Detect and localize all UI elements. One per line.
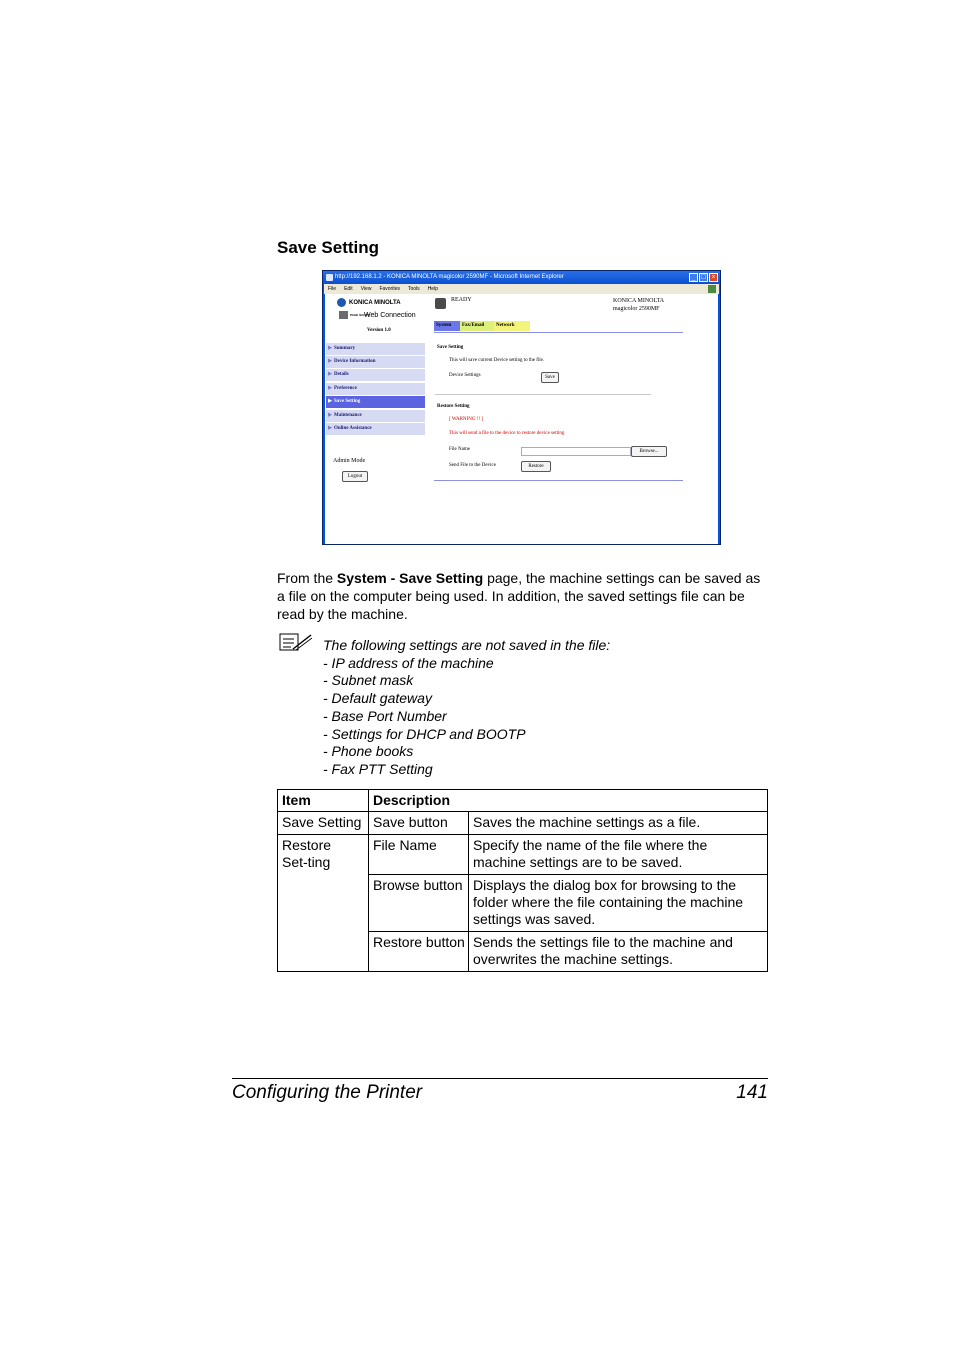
printer-status-icon	[435, 298, 446, 309]
menu-edit[interactable]: Edit	[344, 286, 353, 292]
header-description: Description	[369, 790, 768, 812]
ie-icon	[326, 274, 333, 281]
arrow-icon: ▶	[328, 413, 332, 418]
sidebar-item-online-assistance[interactable]: ▶ Online Assistance	[326, 423, 425, 435]
page-number: 141	[736, 1082, 768, 1103]
tab-system[interactable]: System	[434, 321, 461, 331]
admin-mode-label: Admin Mode	[333, 458, 366, 464]
cell-sub: File Name	[369, 835, 469, 875]
sidebar-item-preference[interactable]: ▶ Preference	[326, 383, 425, 395]
menu-file[interactable]: File	[328, 286, 337, 292]
menubar	[324, 284, 719, 294]
tab-underline	[434, 332, 683, 333]
logout-button[interactable]: Logout	[342, 471, 368, 482]
sidebar-item-save-setting[interactable]: ▶ Save Setting	[326, 396, 425, 408]
cell-sub: Save button	[369, 812, 469, 835]
restore-button[interactable]: Restore	[521, 461, 551, 472]
device-settings-label: Device Settings	[449, 373, 481, 378]
sidebar-item-summary[interactable]: ▶ Summary	[326, 343, 425, 355]
cell-desc: Sends the settings file to the machine and overwrites the machine settings.	[469, 932, 768, 972]
arrow-icon: ▶	[328, 426, 332, 431]
note-item: - Default gateway	[323, 690, 432, 707]
table-row	[278, 835, 768, 875]
content-bottom-line	[434, 480, 683, 481]
cell-sub: Restore button	[369, 932, 469, 972]
warning-description: This will send a file to the device to restore device setting	[449, 431, 565, 436]
footer-rule	[232, 1078, 768, 1079]
maximize-icon[interactable]: □	[699, 273, 708, 282]
sidebar-item-details[interactable]: ▶ Details	[326, 369, 425, 381]
windows-flag-icon	[708, 285, 716, 293]
sidebar-item-maintenance[interactable]: ▶ Maintenance	[326, 410, 425, 422]
menu-tools[interactable]: Tools	[408, 286, 420, 292]
cell-desc: Displays the dialog box for browsing to the folder where the file containing the machine settings was saved.	[469, 875, 768, 932]
menu-favorites[interactable]: Favorites	[379, 286, 400, 292]
cell-item: Restore Set-ting	[278, 835, 369, 972]
browse-button[interactable]: Browse...	[631, 446, 667, 457]
note-item: - IP address of the machine	[323, 654, 494, 671]
arrow-icon: ▶	[328, 372, 332, 377]
intro-paragraph: From the System - Save Setting page, the machine settings can be saved as a file on the computer being used. In addition, the saved settings file can be read by the machine.	[277, 570, 761, 622]
note-item: - Settings for DHCP and BOOTP	[323, 725, 526, 742]
section-heading: Save Setting	[277, 238, 380, 257]
model-info: KONICA MINOLTA magicolor 2590MF	[613, 298, 665, 312]
send-file-label: Send File to the Device	[449, 463, 496, 468]
close-icon[interactable]: ×	[709, 273, 718, 282]
arrow-icon: ▶	[328, 346, 332, 351]
divider	[435, 394, 651, 395]
table-header-row	[278, 790, 768, 812]
note-item: - Fax PTT Setting	[323, 760, 433, 777]
note-list	[323, 637, 610, 779]
note-item: - Phone books	[323, 743, 414, 760]
note-item: - Subnet mask	[323, 672, 414, 689]
table-row	[278, 812, 768, 835]
save-setting-title: Save Setting	[437, 345, 464, 350]
save-button[interactable]: Save	[541, 372, 559, 383]
brand-logo: KONICA MINOLTA	[337, 298, 401, 307]
warning-label: [ WARNING !! ]	[449, 417, 483, 422]
cell-desc: Saves the machine settings as a file.	[469, 812, 768, 835]
footer-title: Configuring the Printer	[232, 1082, 423, 1103]
window-title: http://192.168.1.2 - KONICA MINOLTA magicolor 2590MF - Microsoft Internet Explorer	[335, 274, 564, 280]
menu-view[interactable]: View	[360, 286, 372, 292]
konica-logo-icon	[337, 298, 346, 307]
web-connection-logo: PAGE SCOPEWeb Connection	[339, 311, 416, 319]
file-name-label: File Name	[449, 447, 470, 452]
save-description: This will save current Device setting to the file.	[449, 358, 545, 363]
window-titlebar	[323, 271, 720, 284]
arrow-icon: ▶	[328, 359, 332, 364]
tab-fax-email[interactable]: Fax/Email	[460, 321, 496, 331]
restore-setting-title: Restore Setting	[437, 404, 470, 409]
tab-network[interactable]: Network	[494, 321, 530, 331]
note-item: - Base Port Number	[323, 707, 447, 724]
sidebar-item-device-information[interactable]: ▶ Device Information	[326, 356, 425, 368]
file-name-input[interactable]	[521, 447, 631, 456]
web-page	[325, 294, 718, 544]
settings-table	[277, 789, 768, 972]
cell-desc: Specify the name of the file where the machine settings are to be saved.	[469, 835, 768, 875]
arrow-icon: ▶	[328, 386, 332, 391]
minimize-icon[interactable]: _	[689, 273, 698, 282]
cell-sub: Browse button	[369, 875, 469, 932]
note-icon	[279, 632, 313, 652]
note-intro: The following settings are not saved in the file:	[323, 637, 611, 653]
header-item: Item	[278, 790, 369, 812]
version-label: Version 1.0	[367, 328, 391, 333]
cell-item: Save Setting	[278, 812, 369, 835]
menu-help[interactable]: Help	[427, 286, 438, 292]
arrow-icon: ▶	[328, 399, 332, 404]
pagescope-icon	[339, 311, 348, 319]
browser-screenshot	[322, 270, 721, 545]
status-text: READY	[451, 297, 472, 303]
